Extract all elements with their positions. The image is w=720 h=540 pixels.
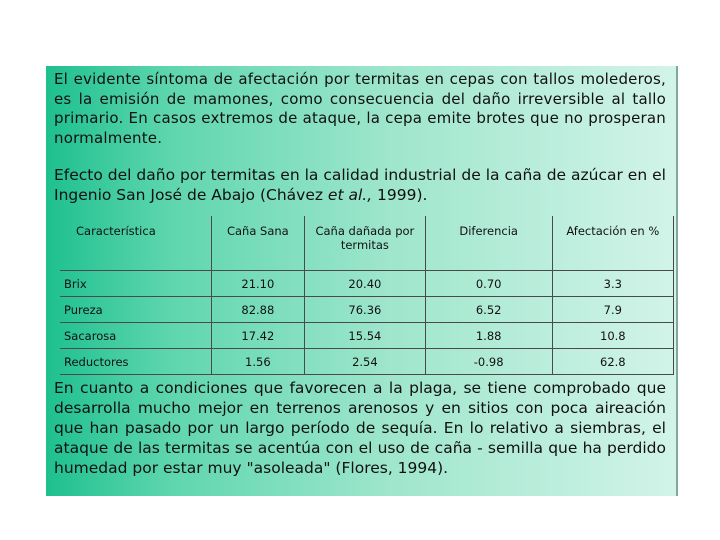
- cell-label: Sacarosa: [60, 323, 211, 349]
- cell-label: Reductores: [60, 349, 211, 375]
- cell-label: Brix: [60, 271, 211, 297]
- intro-paragraph: El evidente síntoma de afectación por termitas en cepas con tallos molederos, es la emisión de mamones, como consecuencia del daño irreversible al tallo primario. En casos extremos de ataque, la cepa emite brotes que no prosperan normalmente.: [54, 70, 666, 147]
- cell-value: 21.10: [211, 271, 304, 297]
- header-afectacion: Afectación en %: [552, 216, 673, 271]
- caption-text: Efecto del daño por termitas en la calidad industrial de la caña de azúcar en el Ingenio San José de Abajo (Chávez: [54, 166, 666, 204]
- table-row: [60, 297, 674, 323]
- cell-value: 6.52: [425, 297, 552, 323]
- table-row: [60, 323, 674, 349]
- table-header-row: [60, 216, 674, 271]
- caption-year: 1999).: [372, 186, 428, 204]
- header-caracteristica: Característica: [60, 216, 211, 271]
- cell-value: 17.42: [211, 323, 304, 349]
- cell-value: 20.40: [305, 271, 426, 297]
- cell-label: Pureza: [60, 297, 211, 323]
- cell-value: 1.56: [211, 349, 304, 375]
- cell-value: 7.9: [552, 297, 673, 323]
- table-row: [60, 271, 674, 297]
- cell-value: -0.98: [425, 349, 552, 375]
- quality-table: [60, 216, 674, 375]
- cell-value: 82.88: [211, 297, 304, 323]
- table-caption: [54, 165, 666, 205]
- cell-value: 10.8: [552, 323, 673, 349]
- quality-table-container: [60, 216, 674, 369]
- cell-value: 1.88: [425, 323, 552, 349]
- caption-et-al: et al.,: [327, 186, 373, 204]
- conditions-paragraph: En cuanto a condiciones que favorecen a la plaga, se tiene comprobado que desarrolla mucho mejor en terrenos arenosos y en sitios con poca aireación que han pasado por un largo período de sequía. En lo relativo a siembras, el ataque de las termitas se acentúa con el uso de caña - semilla que ha perdido humedad por estar muy "asoleada" (Flores, 1994).: [54, 379, 666, 477]
- cell-value: 15.54: [305, 323, 426, 349]
- header-cana-sana: Caña Sana: [211, 216, 304, 271]
- cell-value: 2.54: [305, 349, 426, 375]
- cell-value: 62.8: [552, 349, 673, 375]
- cell-value: 76.36: [305, 297, 426, 323]
- cell-value: 3.3: [552, 271, 673, 297]
- header-cana-danada: Caña dañada por termitas: [305, 216, 426, 271]
- table-row: [60, 349, 674, 375]
- cell-value: 0.70: [425, 271, 552, 297]
- header-diferencia: Diferencia: [425, 216, 552, 271]
